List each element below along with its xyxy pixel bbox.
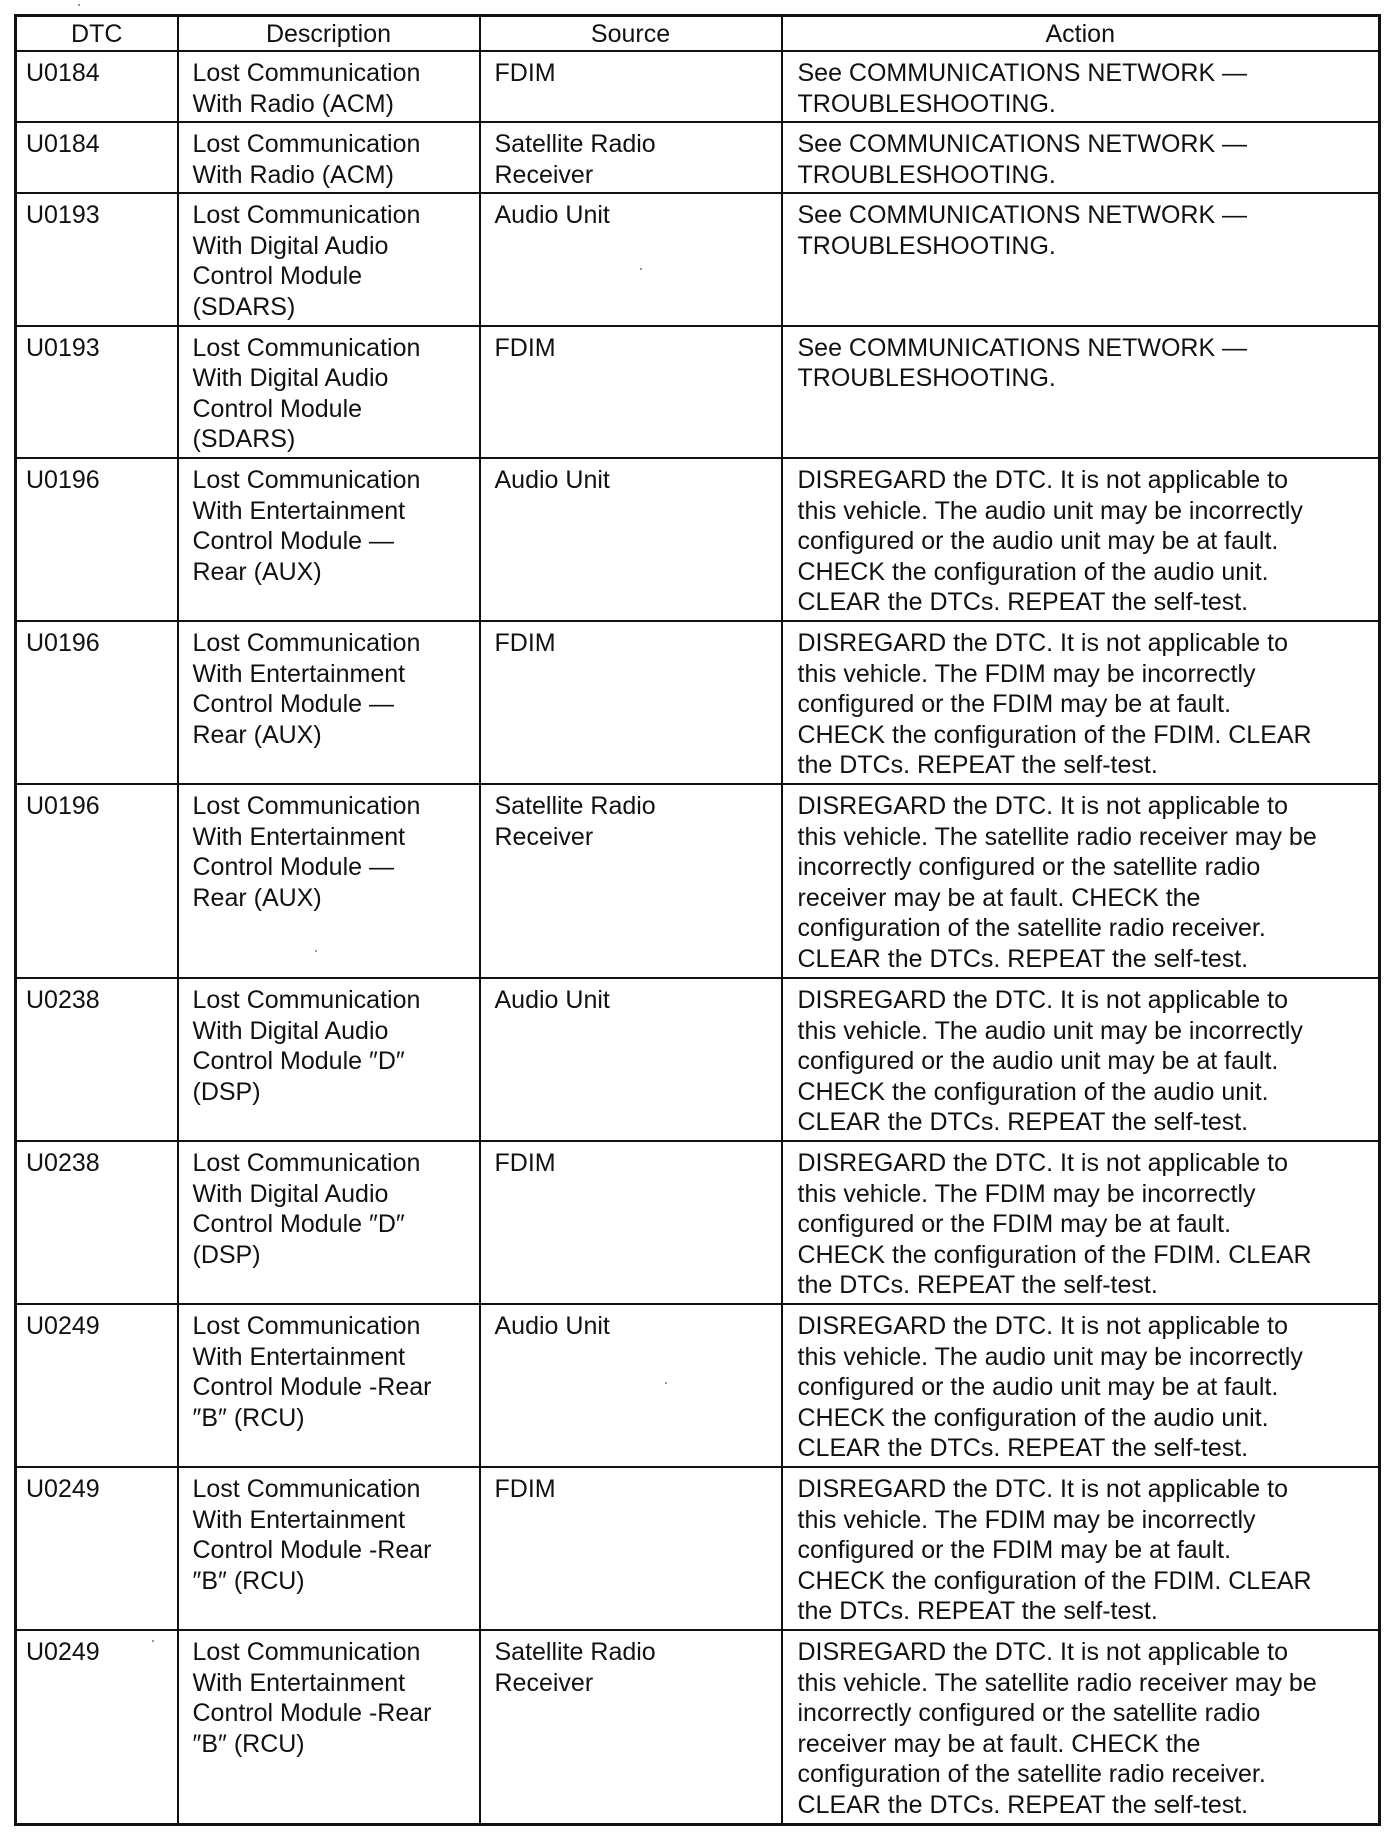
action-cell-text: See COMMUNICATIONS NETWORK — TROUBLESHOOTING. [797, 130, 1248, 189]
table-row [16, 51, 1380, 122]
dtc-cell-text: U0249 [26, 1475, 100, 1504]
action-cell-text: DISREGARD the DTC. It is not applicable to this vehicle. The audio unit may be incorrectly configured or the audio unit may be at fault. CHECK the configuration of the audio unit. CLEAR the DTCs. REPEAT the self-test. [797, 986, 1303, 1137]
source-cell-text: Audio Unit [494, 466, 610, 495]
action-cell [782, 1630, 1380, 1824]
action-cell [782, 122, 1380, 193]
dtc-cell [16, 1630, 178, 1824]
source-cell [480, 784, 782, 978]
action-cell [782, 978, 1380, 1141]
description-cell [178, 1467, 480, 1630]
dtc-cell-text: U0238 [26, 1149, 100, 1178]
dtc-cell [16, 326, 178, 458]
action-cell [782, 1304, 1380, 1467]
description-cell [178, 1630, 480, 1824]
dtc-cell [16, 784, 178, 978]
source-cell [480, 1467, 782, 1630]
source-cell-text: Satellite Radio Receiver [494, 792, 656, 851]
action-cell [782, 1467, 1380, 1630]
action-cell [782, 458, 1380, 621]
scan-speck [152, 1640, 154, 1642]
description-cell-text: Lost Communication With Entertainment Control Module -Rear ″B″ (RCU) [192, 1312, 432, 1432]
description-cell [178, 978, 480, 1141]
description-cell-text: Lost Communication With Digital Audio Control Module (SDARS) [192, 333, 421, 454]
scan-speck [665, 1382, 667, 1384]
dtc-cell [16, 1141, 178, 1304]
dtc-cell [16, 1467, 178, 1630]
table-row [16, 1304, 1380, 1467]
source-cell [480, 51, 782, 122]
action-cell-text: DISREGARD the DTC. It is not applicable to this vehicle. The FDIM may be incorrectly configured or the FDIM may be at fault. CHECK the configuration of the FDIM. CLEAR the DTCs. REPEAT the self-test. [797, 1149, 1312, 1300]
description-cell [178, 193, 480, 325]
action-cell-text: See COMMUNICATIONS NETWORK — TROUBLESHOOTING. [797, 201, 1248, 260]
action-cell [782, 784, 1380, 978]
action-cell-text: DISREGARD the DTC. It is not applicable to this vehicle. The satellite radio receiver may be incorrectly configured or the satellite radio receiver may be at fault. CHECK the configuration of the satellite radio receiver. CLEAR the DTCs. REPEAT the self-test. [797, 1638, 1317, 1819]
source-cell [480, 1630, 782, 1824]
dtc-cell [16, 978, 178, 1141]
description-cell [178, 1141, 480, 1304]
source-cell [480, 978, 782, 1141]
dtc-cell-text: U0249 [26, 1638, 100, 1667]
source-cell-text: FDIM [494, 59, 556, 87]
scan-speck [640, 268, 642, 270]
action-cell-text: DISREGARD the DTC. It is not applicable to this vehicle. The audio unit may be incorrectly configured or the audio unit may be at fault. CHECK the configuration of the audio unit. CLEAR the DTCs. REPEAT the self-test. [797, 1312, 1303, 1463]
action-cell [782, 1141, 1380, 1304]
source-cell [480, 326, 782, 458]
description-cell-text: Lost Communication With Digital Audio Control Module (SDARS) [192, 201, 421, 321]
dtc-cell [16, 1304, 178, 1467]
dtc-cell [16, 458, 178, 621]
action-cell [782, 326, 1380, 458]
description-cell [178, 122, 480, 193]
description-cell [178, 784, 480, 978]
action-cell-text: DISREGARD the DTC. It is not applicable to this vehicle. The FDIM may be incorrectly configured or the FDIM may be at fault. CHECK the configuration of the FDIM. CLEAR the DTCs. REPEAT the self-test. [797, 629, 1312, 780]
description-cell [178, 621, 480, 784]
source-cell [480, 1304, 782, 1467]
description-cell-text: Lost Communication With Entertainment Control Module — Rear (AUX) [192, 629, 421, 749]
source-cell-text: Audio Unit [494, 986, 610, 1015]
table-body [16, 51, 1380, 1825]
description-cell [178, 326, 480, 458]
source-cell [480, 458, 782, 621]
header-description: Description [178, 16, 480, 52]
source-cell-text: FDIM [494, 629, 556, 658]
dtc-cell [16, 193, 178, 325]
table-row [16, 122, 1380, 193]
source-cell [480, 193, 782, 325]
dtc-cell-text: U0184 [26, 130, 100, 159]
description-cell [178, 458, 480, 621]
source-cell [480, 1141, 782, 1304]
dtc-cell-text: U0196 [26, 629, 100, 658]
table-row [16, 1467, 1380, 1630]
source-cell-text: FDIM [494, 1149, 556, 1178]
action-cell [782, 51, 1380, 122]
source-cell-text: FDIM [494, 1475, 556, 1504]
action-cell-text: DISREGARD the DTC. It is not applicable to this vehicle. The FDIM may be incorrectly configured or the FDIM may be at fault. CHECK the configuration of the FDIM. CLEAR the DTCs. REPEAT the self-test. [797, 1475, 1312, 1626]
source-cell-text: Audio Unit [494, 1312, 610, 1341]
action-cell-text: DISREGARD the DTC. It is not applicable to this vehicle. The satellite radio receiver may be incorrectly configured or the satellite radio receiver may be at fault. CHECK the configuration of the satellite radio receiver. CLEAR the DTCs. REPEAT the self-test. [797, 792, 1317, 973]
dtc-table [14, 14, 1381, 1826]
source-cell-text: Satellite Radio Receiver [494, 1638, 656, 1697]
description-cell-text: Lost Communication With Digital Audio Control Module ″D″ (DSP) [192, 986, 421, 1106]
description-cell-text: Lost Communication With Entertainment Control Module — Rear (AUX) [192, 466, 421, 586]
description-cell-text: Lost Communication With Entertainment Control Module -Rear ″B″ (RCU) [192, 1638, 432, 1758]
header-action: Action [782, 16, 1380, 52]
dtc-cell-text: U0196 [26, 792, 100, 821]
table-row [16, 621, 1380, 784]
table-row [16, 458, 1380, 621]
table-row [16, 1141, 1380, 1304]
action-cell [782, 621, 1380, 784]
dtc-cell-text: U0196 [26, 466, 100, 495]
table-row [16, 326, 1380, 458]
description-cell-text: Lost Communication With Entertainment Control Module — Rear (AUX) [192, 792, 421, 912]
description-cell-text: Lost Communication With Digital Audio Control Module ″D″ (DSP) [192, 1149, 421, 1269]
dtc-cell-text: U0238 [26, 986, 100, 1015]
action-cell [782, 193, 1380, 325]
description-cell-text: Lost Communication With Radio (ACM) [192, 59, 421, 118]
description-cell-text: Lost Communication With Entertainment Control Module -Rear ″B″ (RCU) [192, 1475, 432, 1595]
table-row [16, 978, 1380, 1141]
header-source: Source [480, 16, 782, 52]
source-cell [480, 621, 782, 784]
header-row [16, 16, 1380, 52]
dtc-cell-text: U0193 [26, 201, 100, 230]
table-row [16, 1630, 1380, 1824]
dtc-cell [16, 621, 178, 784]
action-cell-text: See COMMUNICATIONS NETWORK — TROUBLESHOOTING. [797, 59, 1248, 118]
source-cell-text: FDIM [494, 333, 556, 362]
source-cell-text: Audio Unit [494, 201, 610, 230]
table-row [16, 784, 1380, 978]
source-cell-text: Satellite Radio Receiver [494, 130, 656, 189]
dtc-cell-text: U0193 [26, 333, 100, 362]
source-cell [480, 122, 782, 193]
action-cell-text: DISREGARD the DTC. It is not applicable to this vehicle. The audio unit may be incorrectly configured or the audio unit may be at fault. CHECK the configuration of the audio unit. CLEAR the DTCs. REPEAT the self-test. [797, 466, 1303, 617]
description-cell-text: Lost Communication With Radio (ACM) [192, 130, 421, 189]
scan-speck [78, 4, 80, 6]
dtc-cell-text: U0184 [26, 59, 100, 87]
description-cell [178, 51, 480, 122]
dtc-cell [16, 51, 178, 122]
scan-speck [315, 950, 317, 952]
header-dtc: DTC [16, 16, 178, 52]
action-cell-text: See COMMUNICATIONS NETWORK — TROUBLESHOOTING. [797, 333, 1248, 393]
description-cell [178, 1304, 480, 1467]
dtc-cell-text: U0249 [26, 1312, 100, 1341]
table-row [16, 193, 1380, 325]
dtc-cell [16, 122, 178, 193]
